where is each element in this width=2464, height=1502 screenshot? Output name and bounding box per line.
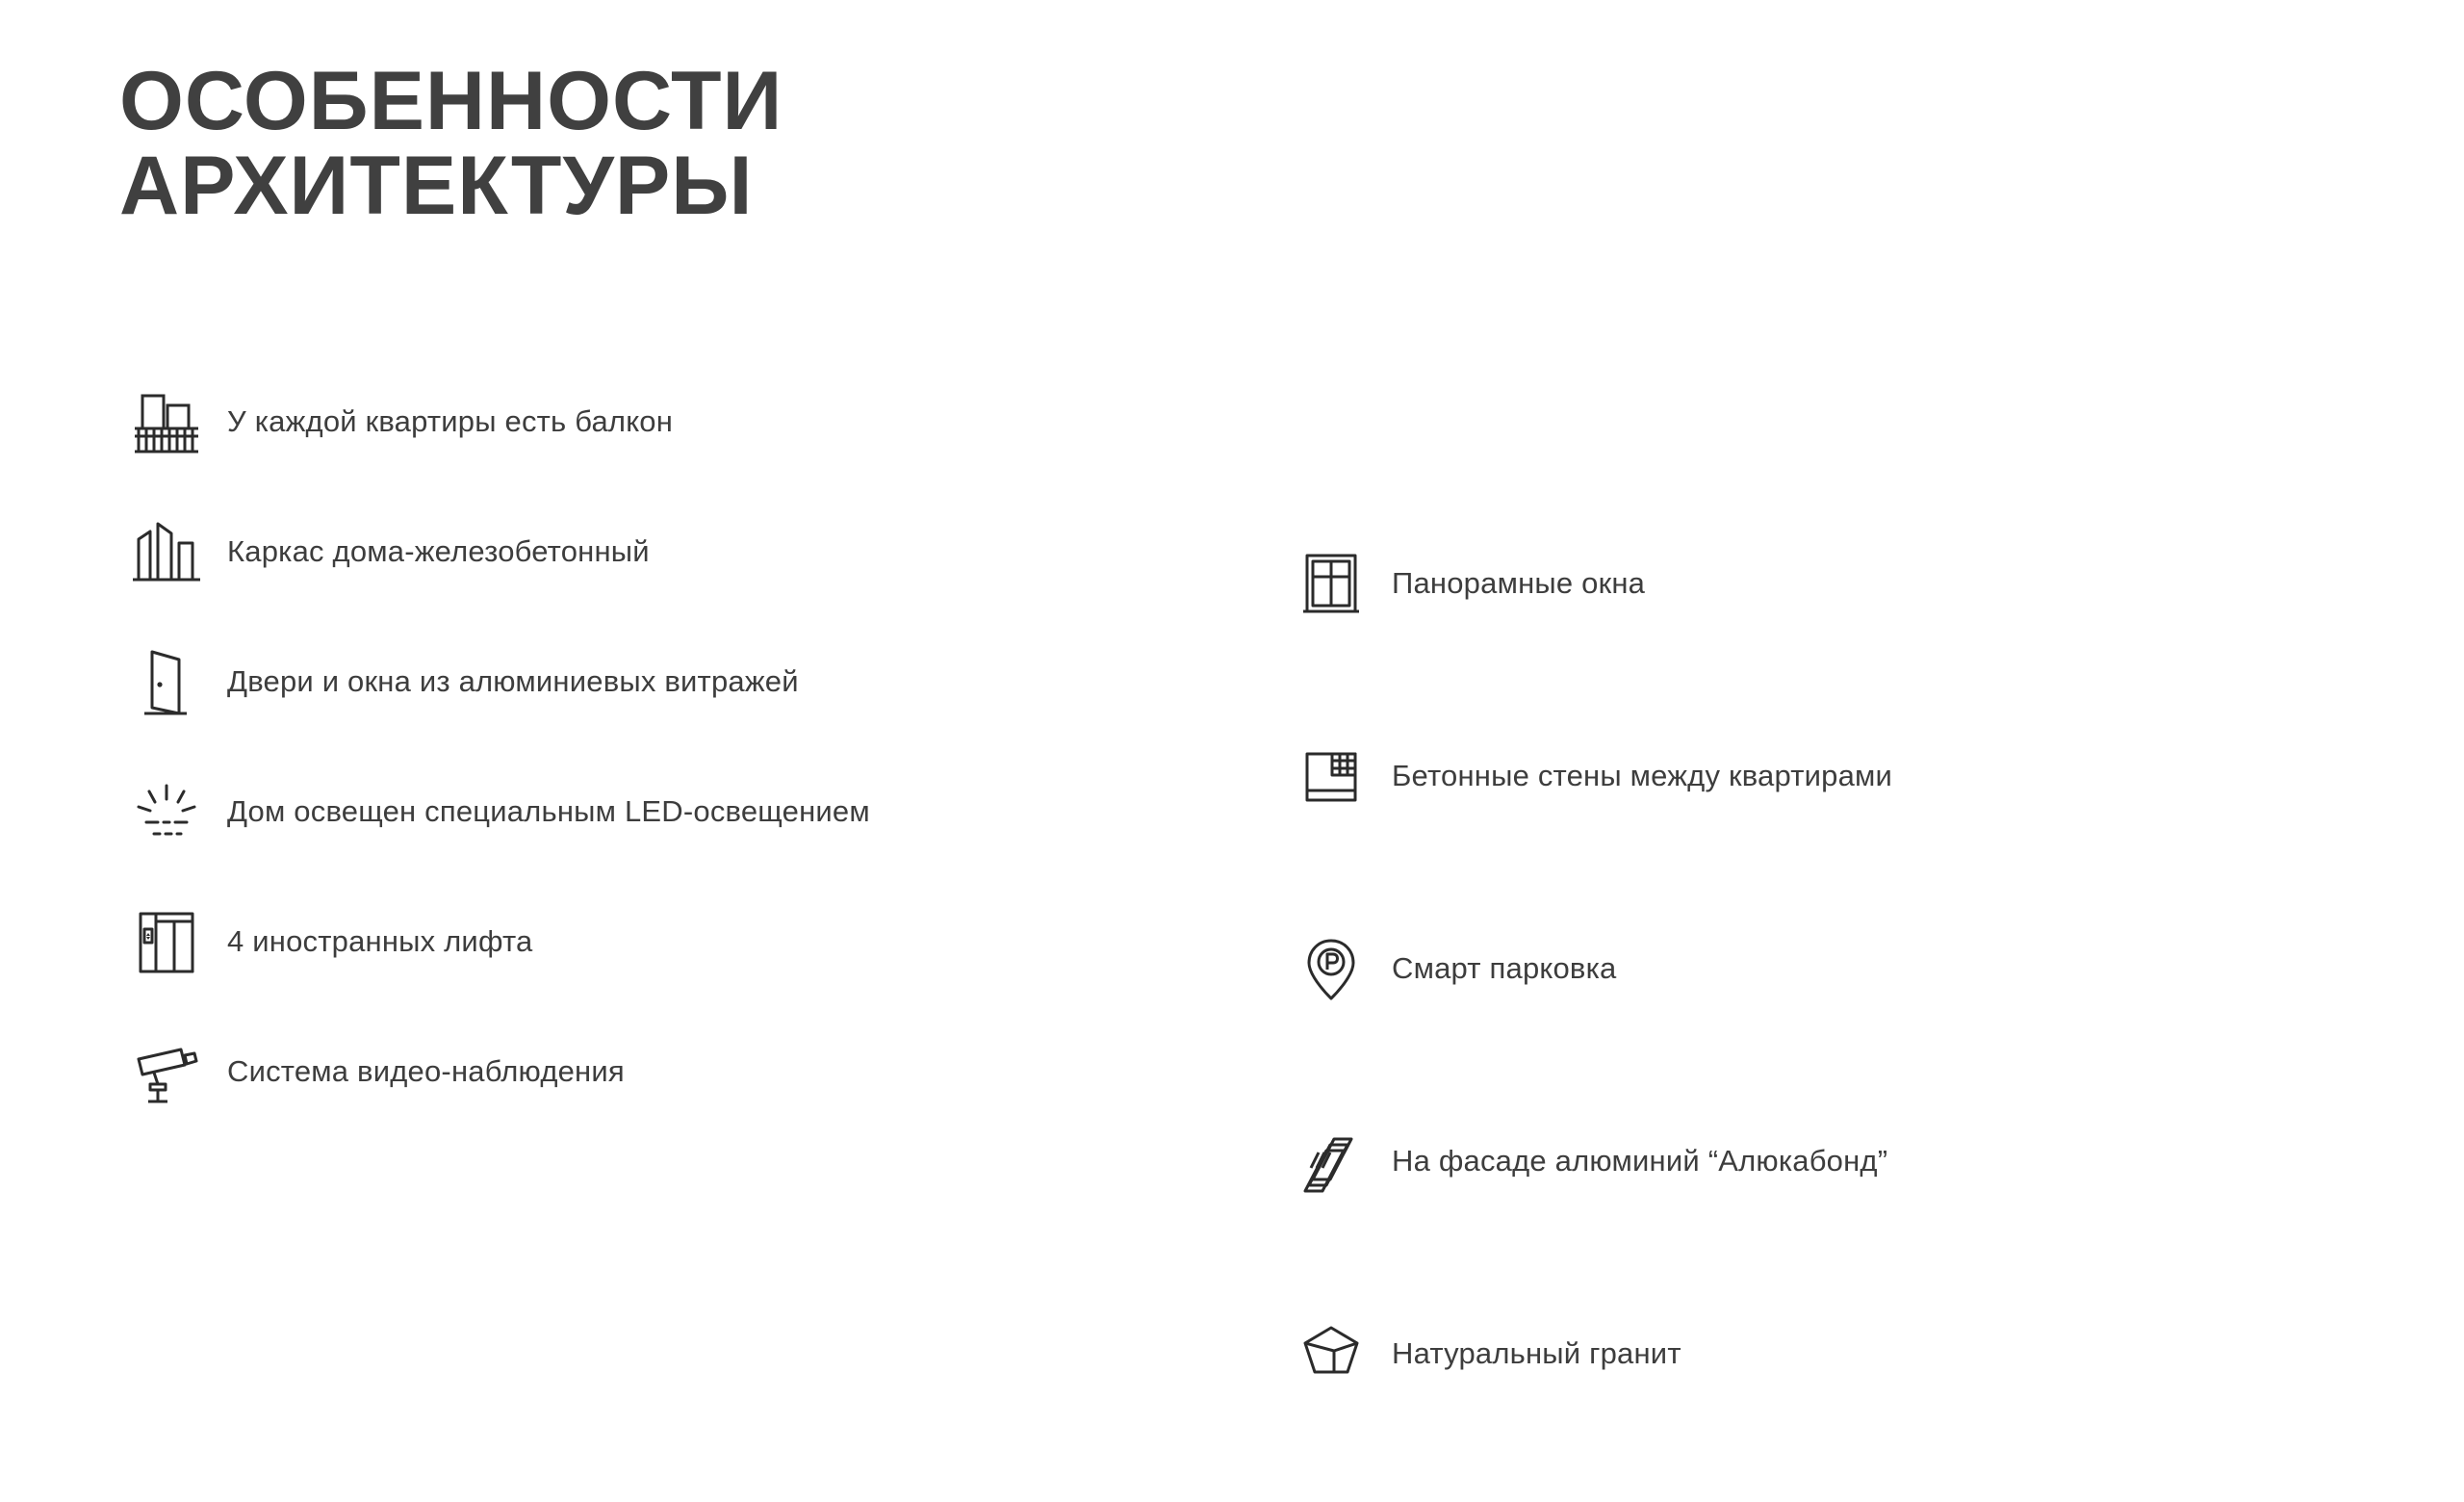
feature-item: [1270, 1309, 2406, 1398]
feature-item: [106, 377, 1184, 466]
page-title-line-2: АРХИТЕКТУРЫ: [119, 139, 754, 232]
feature-label: У каждой квартиры есть балкон: [227, 403, 674, 438]
balcony-icon: [106, 377, 227, 466]
feature-label: Каркас дома-железобетонный: [227, 533, 650, 568]
feature-item: [1270, 732, 2406, 820]
features-right-column: [1270, 539, 2406, 1502]
feature-item: [1270, 924, 2406, 1013]
features-left-column: [106, 377, 1184, 1157]
feature-item: [106, 637, 1184, 726]
cctv-camera-icon: [106, 1027, 227, 1116]
concrete-wall-icon: [1270, 732, 1392, 820]
feature-item: [106, 897, 1184, 986]
parking-pin-icon: [1270, 924, 1392, 1013]
feature-item: [106, 767, 1184, 856]
feature-item: [1270, 1117, 2406, 1205]
feature-label: Двери и окна из алюминиевых витражей: [227, 663, 799, 698]
aluminium-panel-icon: [1270, 1117, 1392, 1205]
feature-label: 4 иностранных лифта: [227, 923, 533, 958]
feature-label: Натуральный гранит: [1392, 1335, 1681, 1370]
feature-label: Система видео-наблюдения: [227, 1053, 625, 1088]
elevator-icon: [106, 897, 227, 986]
feature-label: Панорамные окна: [1392, 565, 1646, 600]
granite-block-icon: [1270, 1309, 1392, 1398]
page-title-line-1: ОСОБЕННОСТИ: [119, 55, 783, 147]
page-title: [119, 55, 1274, 232]
feature-label: Бетонные стены между квартирами: [1392, 758, 1893, 792]
feature-item: [106, 507, 1184, 596]
feature-item: [1270, 539, 2406, 628]
feature-label: Дом освещен специальным LED-освещением: [227, 793, 870, 828]
buildings-icon: [106, 507, 227, 596]
feature-item: [106, 1027, 1184, 1116]
window-icon: [1270, 539, 1392, 628]
feature-label: Смарт парковка: [1392, 950, 1617, 985]
feature-label: На фасаде алюминий “Алюкабонд”: [1392, 1143, 1888, 1178]
led-light-icon: [106, 767, 227, 856]
door-icon: [106, 637, 227, 726]
